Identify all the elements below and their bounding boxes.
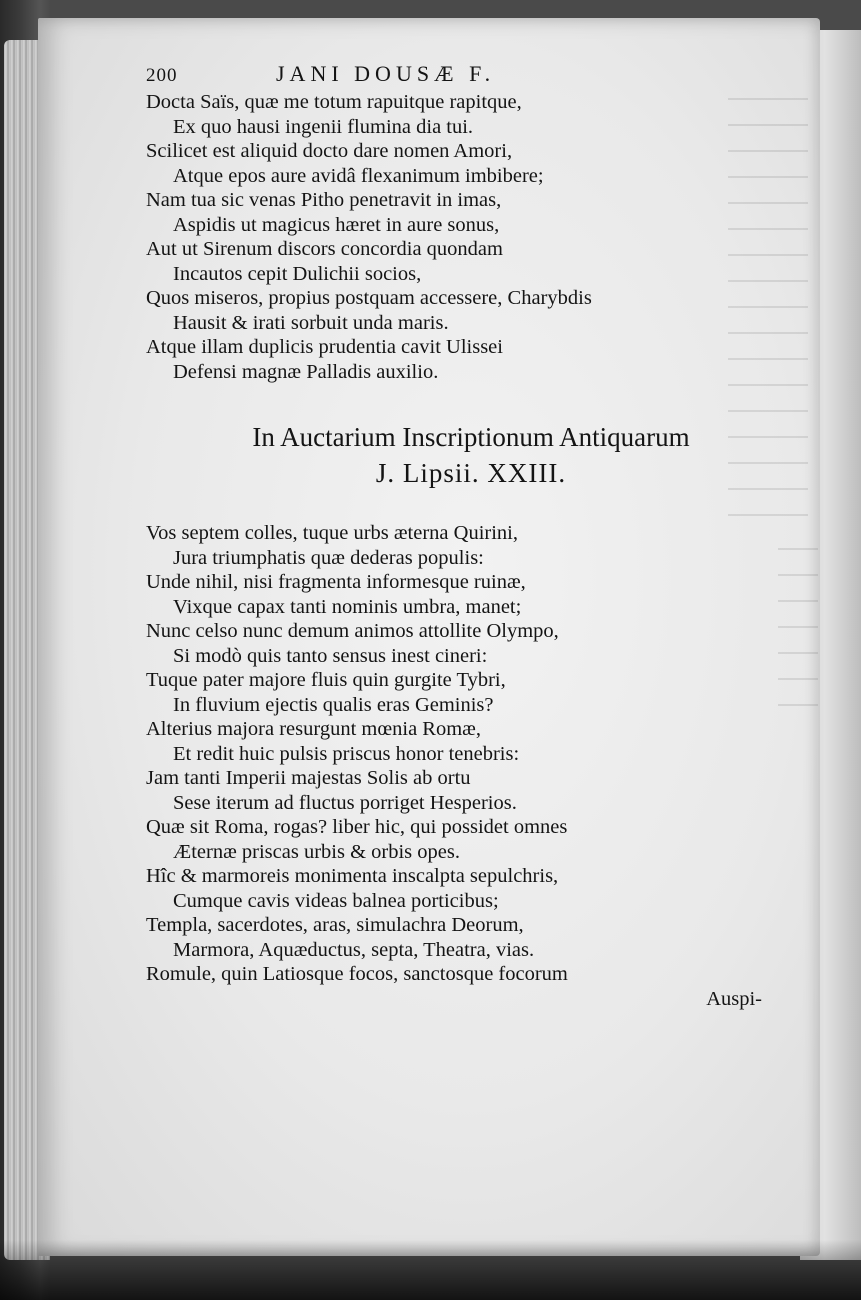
verse-line: Docta Saïs, quæ me totum rapuitque rapitque, bbox=[146, 91, 522, 113]
page-text bbox=[146, 62, 766, 1011]
verse-line: Si modò quis tanto sensus inest cineri: bbox=[173, 644, 488, 667]
poem-title-line-2: J. Lipsii. XXIII. bbox=[375, 458, 567, 488]
verse-line: Aspidis ut magicus hæret in aure sonus, bbox=[173, 213, 500, 236]
verse-line: Marmora, Aquæductus, septa, Theatra, vias. bbox=[173, 938, 535, 961]
verse-line: Quos miseros, propius postquam accessere, Charybdis bbox=[146, 287, 592, 309]
verse-line: Atque illam duplicis prudentia cavit Ulissei bbox=[146, 336, 503, 358]
show-through-lines-lower bbox=[778, 548, 818, 718]
verse-line: Romule, quin Latiosque focos, sanctosque focorum bbox=[146, 963, 568, 985]
verse-line: Scilicet est aliquid docto dare nomen Amori, bbox=[146, 140, 513, 162]
verse-line: Hîc & marmoreis monimenta inscalpta sepulchris, bbox=[146, 865, 559, 887]
verse-line: Alterius majora resurgunt mœnia Romæ, bbox=[146, 718, 481, 740]
verse-line: Jura triumphatis quæ dederas populis: bbox=[173, 546, 484, 569]
verse-line: Atque epos aure avidâ flexanimum imbibere; bbox=[173, 164, 544, 187]
verse-line: Nam tua sic venas Pitho penetravit in imas, bbox=[146, 189, 502, 211]
catchword: Auspi- bbox=[706, 987, 762, 1010]
verse-line: Tuque pater majore fluis quin gurgite Tybri, bbox=[146, 669, 506, 691]
verse-line: Vos septem colles, tuque urbs æterna Quirini, bbox=[146, 522, 518, 544]
verse-line: Quæ sit Roma, rogas? liber hic, qui possidet omnes bbox=[146, 816, 568, 838]
verse-line: Et redit huic pulsis priscus honor tenebris: bbox=[173, 742, 520, 765]
verse-line: Unde nihil, nisi fragmenta informesque ruinæ, bbox=[146, 571, 526, 593]
poem-title-line-1: In Auctarium Inscriptionum Antiquarum bbox=[252, 422, 690, 452]
verse-line: Ex quo hausi ingenii flumina dia tui. bbox=[173, 115, 474, 138]
verse-line: Sese iterum ad fluctus porriget Hesperios. bbox=[173, 791, 517, 814]
verse-line: Æternæ priscas urbis & orbis opes. bbox=[173, 840, 460, 863]
verse-line: Hausit & irati sorbuit unda maris. bbox=[173, 311, 449, 334]
verse-line: Templa, sacerdotes, aras, simulachra Deorum, bbox=[146, 914, 524, 936]
running-title: JANI DOUSÆ F. bbox=[276, 61, 496, 86]
verse-line: Aut ut Sirenum discors concordia quondam bbox=[146, 238, 503, 260]
verse-line: Nunc celso nunc demum animos attollite Olympo, bbox=[146, 620, 559, 642]
verse-line: In fluvium ejectis qualis eras Geminis? bbox=[173, 693, 494, 716]
bottom-shadow bbox=[0, 1240, 861, 1300]
page-number: 200 bbox=[146, 65, 178, 86]
verses-bottom bbox=[146, 521, 766, 987]
verse-line: Vixque capax tanti nominis umbra, manet; bbox=[173, 595, 522, 618]
running-head bbox=[146, 62, 766, 90]
verse-line: Cumque cavis videas balnea porticibus; bbox=[173, 889, 499, 912]
verses-top bbox=[146, 90, 766, 384]
verse-line: Jam tanti Imperii majestas Solis ab ortu bbox=[146, 767, 471, 789]
verse-line: Incautos cepit Dulichii socios, bbox=[173, 262, 422, 285]
verse-line: Defensi magnæ Palladis auxilio. bbox=[173, 360, 439, 383]
poem-title bbox=[146, 419, 766, 491]
